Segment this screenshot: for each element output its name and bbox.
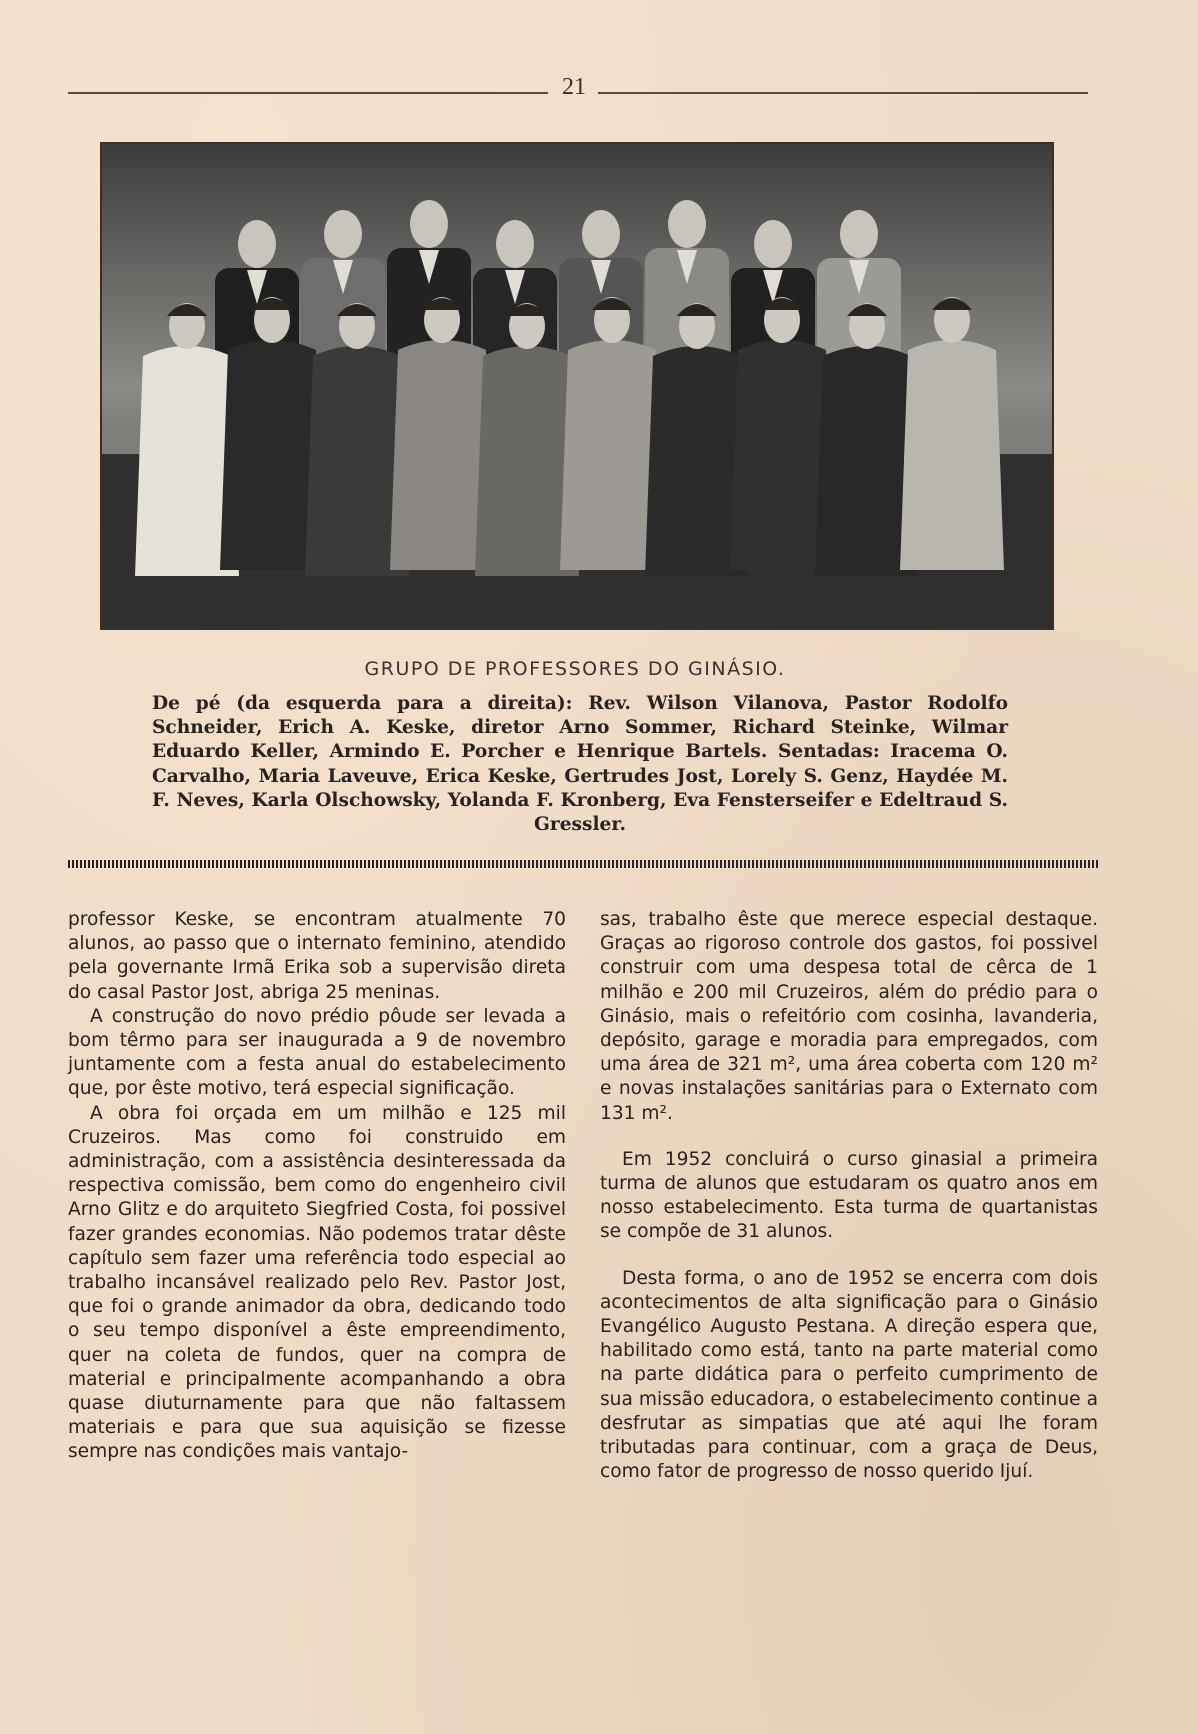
seated-person-hair (167, 304, 207, 316)
left-paragraph-3: A obra foi orçada em um milhão e 125 mil Cruzeiros. Mas como foi construido em administração, com a assistência desinteressada da respectiva comissão, bem como do engenheiro civil Arno Glitz e do arquiteto Siegfried Costa, foi possivel fazer grandes economias. Não podemos tratar dêste capítulo sem fazer uma referência todo especial ao trabalho incansável realizado pelo Rev. Pastor Jost, que foi o grande animador da obra, dedicando todo o seu tempo disponível a êste empreendimento, quer na coleta de fundos, quer na compra de material e principalmente acompanhando a obra quase diuturnamente para que não faltassem materiais e para que sua aquisição se fizesse sempre nas condições mais vantajo- (68, 1102, 566, 1463)
standing-person-head (754, 220, 792, 268)
article-left-column (68, 908, 566, 1465)
group-photo (100, 142, 1054, 630)
right-paragraph-2: Em 1952 concluirá o curso ginasial a primeira turma de alunos que estudaram os quatro anos em nosso estabelecimento. Esta turma de quartanistas se compõe de 31 alunos. (600, 1148, 1098, 1243)
standing-person-head (840, 210, 878, 258)
standing-person-head (582, 210, 620, 258)
caption-body: De pé (da esquerda para a direita): Rev. Wilson Vilanova, Pastor Rodolfo Schneider, Erich A. Keske, diretor Arno Sommer, Richard Steinke, Wilmar Eduardo Keller, Armindo E. Porcher e Henrique Bartels. Sentadas: Iracema O. Carvalho, Maria Laveuve, Erica Keske, Gertrudes Jost, Lorely S. Genz, Haydée M. F. Neves, Karla Olschowsky, Yolanda F. Kronberg, Eva Fensterseifer e Edeltraud S. Gressler. (152, 693, 1008, 836)
caption-title: GRUPO DE PROFESSORES DO GINÁSIO. (364, 658, 786, 680)
header-rule-left (68, 92, 548, 94)
seated-person-hair (932, 298, 972, 310)
group-photo-figures (102, 144, 1052, 628)
left-paragraph-2: A construção do novo prédio pôude ser levada a bom têrmo para ser inaugurada a 9 de novembro juntamente com a festa anual do estabelecimento que, por êste motivo, terá especial significação. (68, 1005, 566, 1100)
seated-person-body (900, 340, 1004, 570)
article-right-column (600, 908, 1098, 1484)
right-paragraph-3: Desta forma, o ano de 1952 se encerra com dois acontecimentos de alta significação para o Ginásio Evangélico Augusto Pestana. A direção espera que, habilitado como está, tanto na parte material como na parte didática para o perfeito cumprimento de sua missão educadora, o estabelecimento continue a desfrutar as simpatias que até aqui lhe foram tributadas para continuar, com a graça de Deus, como fator de progresso de nosso querido Ijuí. (600, 1267, 1098, 1483)
section-divider (68, 860, 1098, 868)
right-paragraph-1: sas, trabalho êste que merece especial destaque. Graças ao rigoroso controle dos gastos, foi possivel construir com uma despesa total de cêrca de 1 milhão e 200 mil Cruzeiros, além do prédio para o Ginásio, mais o refeitório com cosinha, lavanderia, depósito, garage e moradia para empregados, com uma área de 321 m², uma área coberta com 120 m² e novas instalações sanitárias para o Externato com 131 m². (600, 909, 1098, 1124)
standing-person-head (496, 220, 534, 268)
left-paragraph-1: professor Keske, se encontram atualmente 70 alunos, ao passo que o internato feminino, atendido pela governante Irmã Erika sob a supervisão direta do casal Pastor Jost, abriga 25 meninas. (68, 909, 566, 1003)
page-number: 21 (562, 74, 586, 100)
header-rule-right (598, 92, 1088, 94)
standing-person-head (410, 200, 448, 248)
standing-person-head (324, 210, 362, 258)
standing-person-head (668, 200, 706, 248)
standing-person-head (238, 220, 276, 268)
